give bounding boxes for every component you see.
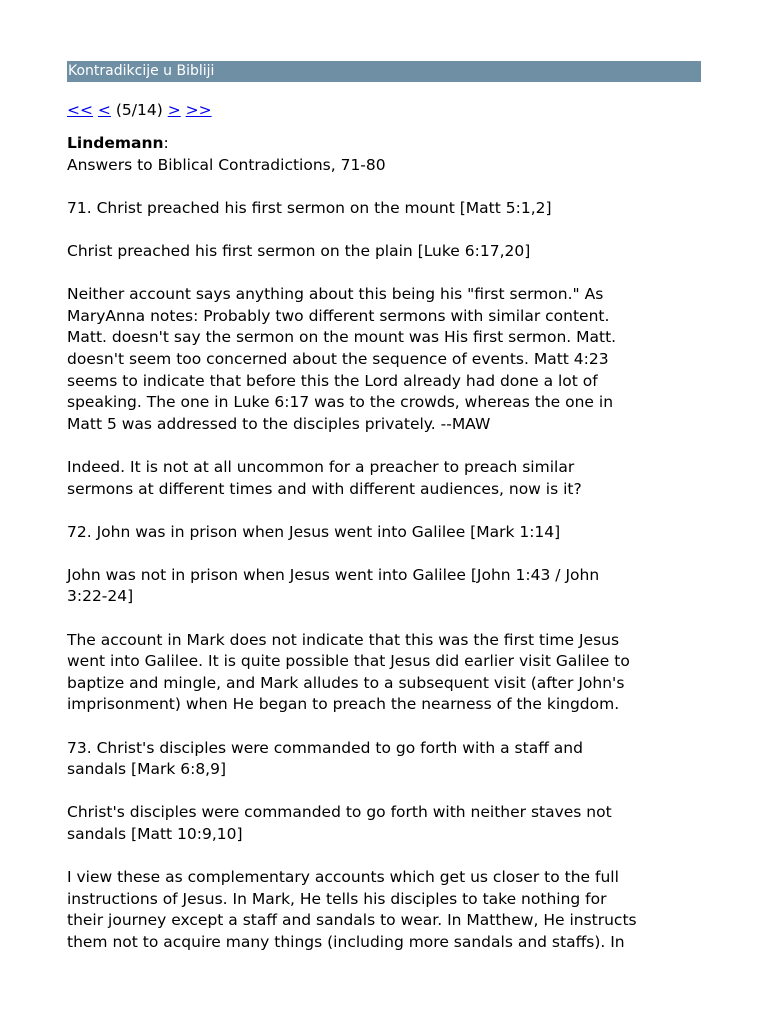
last-page-link[interactable]: >> xyxy=(185,101,212,119)
paragraph-line: MaryAnna notes: Probably two different sermons with similar content. xyxy=(67,306,610,325)
paragraph xyxy=(67,241,701,263)
paragraph-line: 73. Christ's disciples were commanded to go forth with a staff and xyxy=(67,738,583,757)
paragraph-line: Christ's disciples were commanded to go forth with neither staves not xyxy=(67,803,612,822)
paragraph-line: imprisonment) when He began to preach the nearness of the kingdom. xyxy=(67,695,620,714)
author-line xyxy=(67,133,701,155)
previous-page-link[interactable]: < xyxy=(97,101,111,119)
author-block xyxy=(67,133,701,176)
paragraph-line: Neither account says anything about this being his "first sermon." As xyxy=(67,285,604,304)
paragraph-line: went into Galilee. It is quite possible that Jesus did earlier visit Galilee to xyxy=(67,652,630,671)
paragraph xyxy=(67,565,701,608)
paragraph xyxy=(67,802,701,845)
paragraph xyxy=(67,198,701,220)
paragraph-line: 72. John was in prison when Jesus went into Galilee [Mark 1:14] xyxy=(67,522,561,541)
paragraph-line: Matt 5 was addressed to the disciples privately. --MAW xyxy=(67,414,491,433)
next-page-link[interactable]: > xyxy=(167,101,181,119)
author-colon: : xyxy=(163,134,169,152)
paragraph-line: 71. Christ preached his first sermon on the mount [Matt 5:1,2] xyxy=(67,198,552,217)
paragraph-line: them not to acquire many things (including more sandals and staffs). In xyxy=(67,932,625,951)
paragraph xyxy=(67,738,701,781)
paragraph-line: sermons at different times and with different audiences, now is it? xyxy=(67,479,582,498)
paragraph-line: 3:22-24] xyxy=(67,587,134,606)
paragraph xyxy=(67,522,701,544)
document-subtitle: Answers to Biblical Contradictions, 71-80 xyxy=(67,155,386,174)
paragraph-line: instructions of Jesus. In Mark, He tells his disciples to take nothing for xyxy=(67,889,607,908)
paragraph-line: speaking. The one in Luke 6:17 was to the crowds, whereas the one in xyxy=(67,393,614,412)
paragraph xyxy=(67,630,701,716)
paragraph-line: The account in Mark does not indicate that this was the first time Jesus xyxy=(67,630,620,649)
paragraph-line: Christ preached his first sermon on the plain [Luke 6:17,20] xyxy=(67,241,531,260)
paragraph-line: baptize and mingle, and Mark alludes to a subsequent visit (after John's xyxy=(67,673,625,692)
paragraph-line: doesn't seem too concerned about the sequence of events. Matt 4:23 xyxy=(67,349,609,368)
paragraph-line: Matt. doesn't say the sermon on the mount was His first sermon. Matt. xyxy=(67,328,617,347)
pagination-nav xyxy=(67,99,701,121)
paragraph xyxy=(67,457,701,500)
paragraph-line: their journey except a staff and sandals to wear. In Matthew, He instructs xyxy=(67,911,637,930)
page-title-bar xyxy=(67,61,701,82)
paragraph-line: seems to indicate that before this the Lord already had done a lot of xyxy=(67,371,598,390)
author-name: Lindemann xyxy=(67,134,164,152)
document-body xyxy=(67,133,701,954)
paragraph-line: I view these as complementary accounts which get us closer to the full xyxy=(67,868,619,887)
paragraph-list xyxy=(67,198,701,954)
paragraph-line: sandals [Matt 10:9,10] xyxy=(67,825,243,843)
paragraph xyxy=(67,867,701,953)
page-title: Kontradikcije u Bibliji xyxy=(68,63,215,79)
paragraph-line: John was not in prison when Jesus went into Galilee [John 1:43 / John xyxy=(67,565,600,584)
paragraph xyxy=(67,284,701,435)
paragraph-line: sandals [Mark 6:8,9] xyxy=(67,760,227,779)
page-indicator: (5/14) xyxy=(115,101,163,119)
document-page xyxy=(67,61,701,975)
paragraph-line: Indeed. It is not at all uncommon for a preacher to preach similar xyxy=(67,457,575,476)
first-page-link[interactable]: << xyxy=(67,101,93,119)
